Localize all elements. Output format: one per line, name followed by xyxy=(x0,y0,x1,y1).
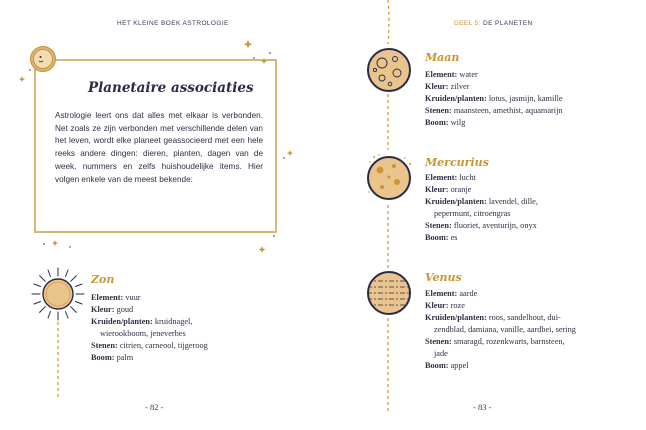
planet-name-zon: Zon xyxy=(91,273,115,286)
kleur-label: Kleur: xyxy=(91,305,115,314)
part-title: DE PLANETEN xyxy=(482,20,533,27)
stenen-value: fluoriet, aventurijn, onyx xyxy=(453,221,537,230)
venus-associations xyxy=(425,288,576,372)
boom-label: Boom: xyxy=(425,118,449,127)
kleur-value: zilver xyxy=(450,82,470,91)
planet-name-venus: Venus xyxy=(425,271,462,284)
running-head-right xyxy=(454,20,533,27)
stenen-continuation: jade xyxy=(434,349,448,358)
stenen-label: Stenen: xyxy=(425,221,452,230)
boom-label: Boom: xyxy=(91,353,115,362)
boom-label: Boom: xyxy=(425,361,449,370)
kruiden-label: Kruiden/planten: xyxy=(425,313,487,322)
kruiden-continuation: pepermunt, citroengras xyxy=(434,209,511,218)
kleur-value: roze xyxy=(450,301,465,310)
moon-planet-icon xyxy=(365,46,413,94)
element-label: Element: xyxy=(425,173,458,182)
kruiden-label: Kruiden/planten: xyxy=(425,197,487,206)
boom-value: appel xyxy=(450,361,469,370)
page-number-right: - 83 - xyxy=(473,402,492,412)
kruiden-label: Kruiden/planten: xyxy=(91,317,153,326)
kruiden-label: Kruiden/planten: xyxy=(425,94,487,103)
boom-label: Boom: xyxy=(425,233,449,242)
stenen-value: smaragd, rozenkwarts, barnsteen, xyxy=(453,337,565,346)
right-page xyxy=(323,0,646,430)
maan-associations xyxy=(425,69,563,129)
stenen-label: Stenen: xyxy=(91,341,118,350)
kleur-value: oranje xyxy=(450,185,472,194)
kruiden-continuation: zendblad, damiana, vanille, aardbei, sering xyxy=(434,325,576,334)
element-value: water xyxy=(459,70,478,79)
boom-value: wilg xyxy=(450,118,466,127)
kruiden-continuation: wierookboom, jeneverbes xyxy=(100,329,186,338)
kleur-value: goud xyxy=(116,305,134,314)
mercurius-associations xyxy=(425,172,538,244)
sun-dashed-line xyxy=(55,322,61,402)
running-head-left: HET KLEINE BOEK ASTROLOGIE xyxy=(117,20,229,27)
kruiden-value: lavendel, dille, xyxy=(488,197,538,206)
element-label: Element: xyxy=(425,289,458,298)
box-title: Planetaire associaties xyxy=(88,80,254,96)
planet-name-maan: Maan xyxy=(425,51,460,64)
kleur-label: Kleur: xyxy=(425,301,449,310)
element-value: aarde xyxy=(459,289,478,298)
zon-associations xyxy=(91,292,208,364)
kleur-label: Kleur: xyxy=(425,82,449,91)
kruiden-value: roos, sandelhout, dui- xyxy=(488,313,561,322)
page-number-left: - 82 - xyxy=(145,402,164,412)
element-value: lucht xyxy=(459,173,476,182)
stenen-value: citrien, carneool, tijgeroog xyxy=(119,341,208,350)
planet-name-mercurius: Mercurius xyxy=(425,156,489,169)
element-label: Element: xyxy=(425,70,458,79)
element-label: Element: xyxy=(91,293,124,302)
kleur-label: Kleur: xyxy=(425,185,449,194)
sun-planet-icon xyxy=(30,266,86,322)
venus-planet-icon xyxy=(365,269,413,317)
boom-value: palm xyxy=(116,353,134,362)
stenen-label: Stenen: xyxy=(425,106,452,115)
stenen-label: Stenen: xyxy=(425,337,452,346)
boom-value: es xyxy=(450,233,458,242)
mercury-planet-icon xyxy=(365,152,413,202)
element-value: vuur xyxy=(125,293,141,302)
kruiden-value: lotus, jasmijn, kamille xyxy=(488,94,563,103)
stenen-value: maansteen, amethist, aquamarijn xyxy=(453,106,563,115)
kruiden-value: kruidnagel, xyxy=(154,317,193,326)
box-paragraph: Astrologie leert ons dat alles met elkaar is verbonden. Net zoals ze zijn verbonden met verschillende delen van het leven, wordt elke planeet geassocieerd met een hele reeks andere dingen: dieren, planten, dagen van de week, nummers en zelfs huishoudelijke items. Hier volgen enkele van de meest bekende: xyxy=(55,111,263,184)
part-number: DEEL 5: xyxy=(454,20,481,27)
